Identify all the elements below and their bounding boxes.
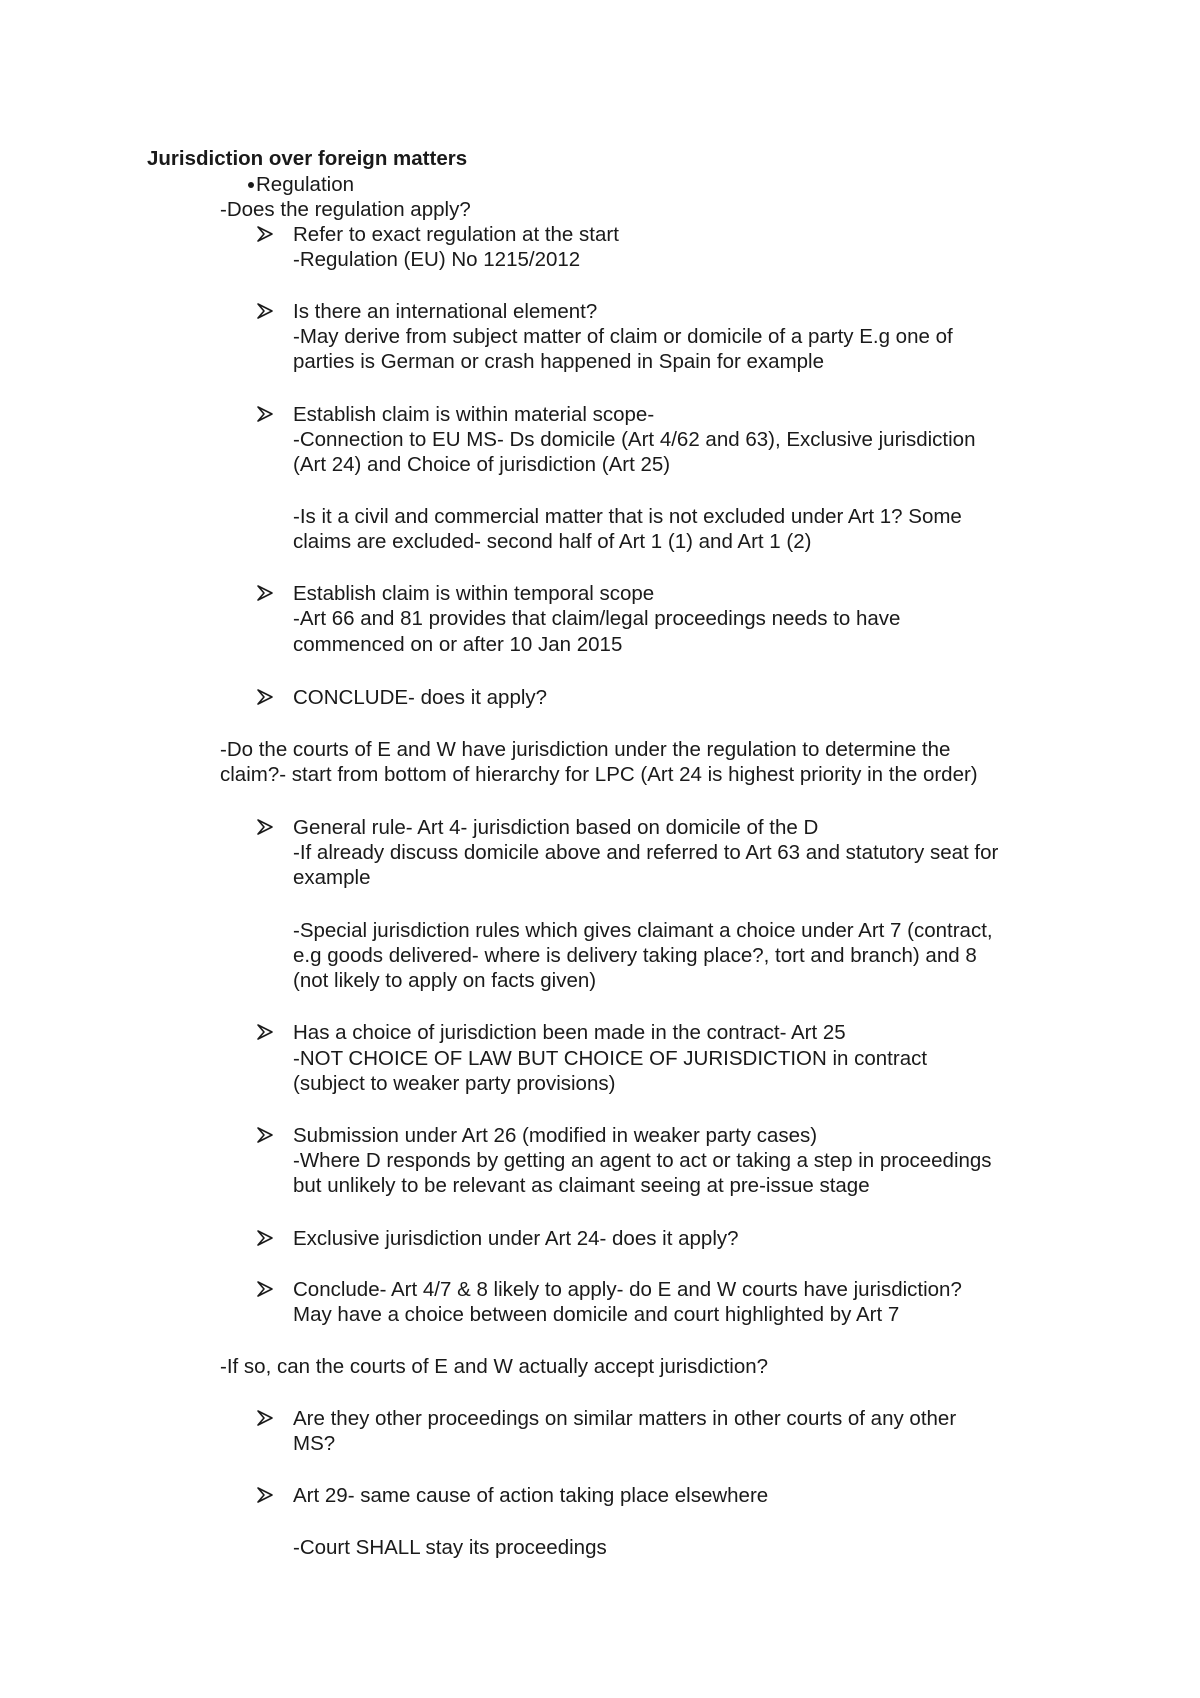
question-does-regulation-apply: -Does the regulation apply? [220,198,471,221]
item-text: -Court SHALL stay its proceedings [293,1536,607,1559]
item-text: example [293,866,371,889]
item-text: (subject to weaker party provisions) [293,1072,616,1095]
arrow-bullet-icon [256,224,276,244]
question-accept-jurisdiction: -If so, can the courts of E and W actually accept jurisdiction? [220,1355,769,1378]
item-text: -Where D responds by getting an agent to act or taking a step in proceedings [293,1149,992,1172]
item-text: -May derive from subject matter of claim or domicile of a party E.g one of [293,325,953,348]
item-text: (Art 24) and Choice of jurisdiction (Art 25) [293,453,671,476]
arrow-bullet-icon [256,687,276,707]
item-text: May have a choice between domicile and court highlighted by Art 7 [293,1303,900,1326]
item-text: but unlikely to be relevant as claimant seeing at pre-issue stage [293,1174,870,1197]
item-text: commenced on or after 10 Jan 2015 [293,633,623,656]
arrow-bullet-icon [256,583,276,603]
item-text: Has a choice of jurisdiction been made in the contract- Art 25 [293,1021,846,1044]
arrow-bullet-icon [256,404,276,424]
document-title: Jurisdiction over foreign matters [147,147,468,170]
bullet-dot-icon [248,182,254,188]
arrow-bullet-icon [256,1279,276,1299]
item-text: -Special jurisdiction rules which gives claimant a choice under Art 7 (contract, [293,919,993,942]
bullet-regulation: Regulation [256,173,355,196]
item-text: MS? [293,1432,336,1455]
item-text: Submission under Art 26 (modified in weaker party cases) [293,1124,818,1147]
item-text: -Is it a civil and commercial matter that is not excluded under Art 1? Some [293,505,962,528]
item-text: e.g goods delivered- where is delivery taking place?, tort and branch) and 8 [293,944,977,967]
item-text: -Regulation (EU) No 1215/2012 [293,248,581,271]
item-text: CONCLUDE- does it apply? [293,686,548,709]
item-text: claims are excluded- second half of Art 1 (1) and Art 1 (2) [293,530,812,553]
item-text: parties is German or crash happened in Spain for example [293,350,825,373]
item-text: Establish claim is within material scope- [293,403,655,426]
arrow-bullet-icon [256,817,276,837]
item-text: -If already discuss domicile above and referred to Art 63 and statutory seat for [293,841,999,864]
item-text: Are they other proceedings on similar matters in other courts of any other [293,1407,957,1430]
item-text: Refer to exact regulation at the start [293,223,619,246]
item-text: -Art 66 and 81 provides that claim/legal proceedings needs to have [293,607,901,630]
item-text: -NOT CHOICE OF LAW BUT CHOICE OF JURISDICTION in contract [293,1047,928,1070]
item-text: (not likely to apply on facts given) [293,969,597,992]
arrow-bullet-icon [256,1228,276,1248]
item-text: General rule- Art 4- jurisdiction based on domicile of the D [293,816,819,839]
arrow-bullet-icon [256,1485,276,1505]
question-jurisdiction: -Do the courts of E and W have jurisdiction under the regulation to determine the [220,738,951,761]
item-text: Art 29- same cause of action taking place elsewhere [293,1484,769,1507]
question-jurisdiction: claim?- start from bottom of hierarchy for LPC (Art 24 is highest priority in the order) [220,763,978,786]
arrow-bullet-icon [256,301,276,321]
item-text: Exclusive jurisdiction under Art 24- does it apply? [293,1227,739,1250]
arrow-bullet-icon [256,1125,276,1145]
arrow-bullet-icon [256,1408,276,1428]
arrow-bullet-icon [256,1022,276,1042]
item-text: Is there an international element? [293,300,598,323]
item-text: -Connection to EU MS- Ds domicile (Art 4/62 and 63), Exclusive jurisdiction [293,428,976,451]
item-text: Conclude- Art 4/7 & 8 likely to apply- do E and W courts have jurisdiction? [293,1278,962,1301]
item-text: Establish claim is within temporal scope [293,582,655,605]
